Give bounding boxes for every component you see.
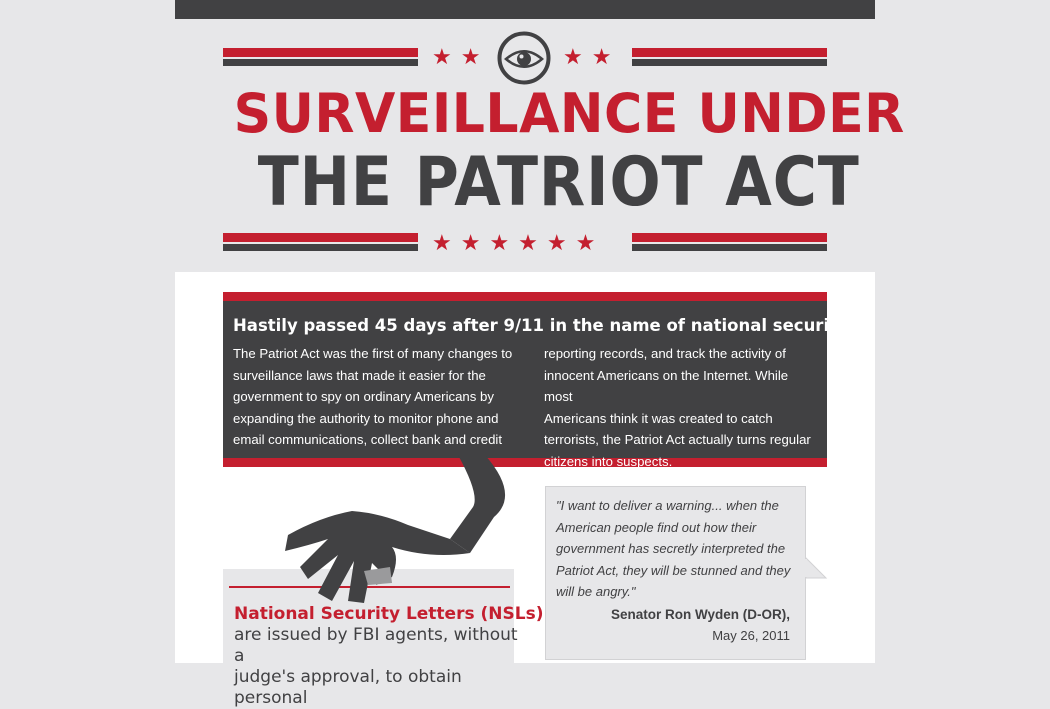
intro-right-line: innocent Americans on the Internet. While most (544, 367, 789, 404)
nsl-line-2: judge's approval, to obtain personal (234, 667, 462, 708)
quote-author: Senator Ron Wyden (D-OR), (610, 607, 790, 622)
top-bar (175, 0, 875, 19)
stars-top-left: ★★ (432, 45, 490, 70)
quote-line: "I want to deliver a warning... when the (556, 498, 779, 513)
quote-line: Patriot Act, they will be stunned and they (556, 562, 791, 578)
stars-top-right: ★★ (563, 45, 621, 70)
nsl-line-1: are issued by FBI agents, without a (234, 625, 518, 666)
nsl-title: National Security Letters (NSLs) (234, 604, 544, 624)
intro-left-line: email communications, collect bank and credit (233, 432, 503, 447)
quote-line: government has secretly interpreted the (556, 541, 786, 557)
header-stripe-top-right (632, 48, 827, 66)
quote-date: May 26, 2011 (712, 628, 790, 643)
grabbing-hand-icon (280, 455, 520, 600)
intro-left-line: surveillance laws that made it easier for the (233, 367, 486, 383)
stars-bottom: ★★★★★★ (432, 231, 605, 256)
intro-text-right (544, 343, 819, 472)
intro-right-line: terrorists, the Patriot Act actually turns regular (544, 432, 811, 447)
intro-heading: Hastily passed 45 days after 9/11 in the name of national security... (233, 316, 866, 335)
header-stripe-top-left (223, 48, 418, 66)
eye-icon (497, 31, 551, 85)
intro-box (223, 292, 866, 469)
nsl-text (234, 625, 519, 709)
intro-right-line: citizens into suspects. (544, 453, 673, 469)
header-stripe-bottom-left (223, 233, 418, 251)
intro-left-line: The Patriot Act was the first of many changes to (233, 346, 513, 361)
quote-box (545, 486, 806, 660)
header-stripe-bottom-right (632, 233, 827, 251)
quote-line: American people find out how their (556, 519, 757, 535)
intro-left-line: government to spy on ordinary Americans by (233, 389, 494, 404)
quote-text (556, 495, 798, 603)
title-line-2: THE PATRIOT ACT (257, 143, 860, 222)
intro-right-line: reporting records, and track the activity of (544, 346, 786, 361)
quote-line: will be angry." (556, 584, 636, 600)
intro-right-line: Americans think it was created to catch (544, 410, 773, 426)
title-line-1: SURVEILLANCE UNDER (233, 82, 905, 145)
speech-bubble-tail-icon (806, 558, 828, 580)
intro-left-line: expanding the authority to monitor phone and (233, 410, 499, 426)
intro-text-left (233, 343, 523, 451)
